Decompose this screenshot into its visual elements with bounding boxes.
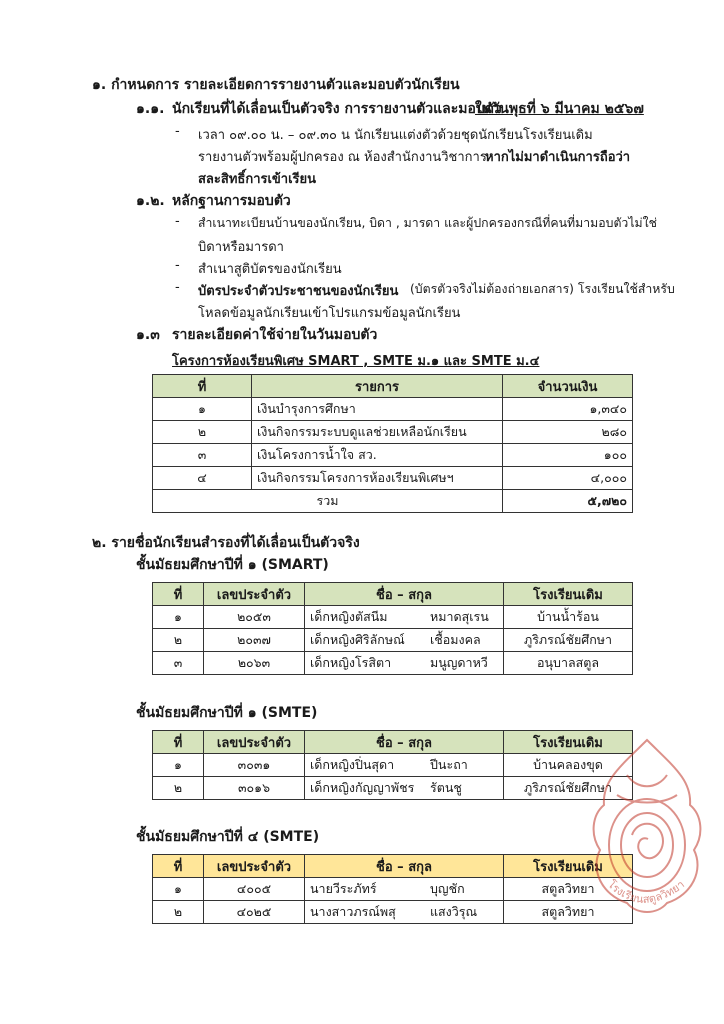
cell: บ้านน้ำร้อน (504, 606, 633, 629)
cell: ๒๐๕๓ (204, 606, 305, 629)
section1-heading: ๑. กำหนดการ รายละเอียดการรายงานตัวและมอบตัวนักเรียน (92, 77, 460, 93)
bullet: - (175, 214, 180, 229)
cell: สตูลวิทยา (504, 878, 633, 901)
col-header: ที่ (153, 855, 204, 878)
cell: ๒ (153, 421, 252, 444)
cell: ๔,๐๐๐ (503, 467, 633, 490)
table-row (153, 878, 633, 901)
s12-item1a: สำเนาทะเบียนบ้านของนักเรียน, บิดา , มารดา และผู้ปกครองกรณีที่คนที่มามอบตัวไม่ใช่ (198, 216, 657, 230)
col-header: โรงเรียนเดิม (504, 583, 633, 606)
total-value: ๕,๗๒๐ (503, 490, 633, 513)
fee-table (152, 374, 633, 513)
cell-last-name: รัตนชู (425, 777, 504, 800)
s12-item3-rest: (บัตรตัวจริงไม่ต้องถ่ายเอกสาร) โรงเรียนใช้สำหรับ (410, 282, 675, 296)
s11-line2: รายงานตัวพร้อมผู้ปกครอง ณ ห้องสำนักงานวิชาการ (198, 150, 487, 165)
cell: ๒ (153, 901, 204, 924)
s11-num: ๑.๑. (136, 101, 165, 117)
s11-text: นักเรียนที่ได้เลื่อนเป็นตัวจริง การรายงานตัวและมอบตัว (172, 101, 502, 117)
cell: ๓๐๓๑ (204, 754, 305, 777)
cell-first-name: เด็กหญิงศิริลักษณ์ (305, 629, 426, 652)
cell-last-name: เชื้อมงคล (425, 629, 504, 652)
col-header: เลขประจำตัว (204, 583, 305, 606)
student-table-smart (152, 582, 633, 675)
s11-date: ในวันพุธที่ ๖ มีนาคม ๒๕๖๗ (475, 101, 644, 117)
cell: ๓๐๑๖ (204, 777, 305, 800)
total-row (153, 490, 633, 513)
cell: เงินโครงการน้ำใจ สว. (252, 444, 503, 467)
s12-item1b: บิดาหรือมารดา (198, 240, 284, 255)
cell: ๑ (153, 754, 204, 777)
cell: ๓ (153, 652, 204, 675)
cell-last-name: หมาดสุเรน (425, 606, 504, 629)
table-row (153, 629, 633, 652)
cell: บ้านคลองขุด (504, 754, 633, 777)
group-title: ชั้นมัธยมศึกษาปีที่ ๑ (SMTE) (136, 705, 318, 721)
cell-first-name: เด็กหญิงโรสิตา (305, 652, 426, 675)
col-header: ชื่อ – สกุล (305, 731, 504, 754)
table-row (153, 606, 633, 629)
s11-line3: สละสิทธิ์การเข้าเรียน (198, 172, 317, 187)
cell: ๔ (153, 467, 252, 490)
col-header: ที่ (153, 731, 204, 754)
cell-last-name: มนูญดาหวี (425, 652, 504, 675)
cell: ๒๐๓๗ (204, 629, 305, 652)
table-row (153, 777, 633, 800)
student-table-header (153, 731, 633, 754)
cell: ๔๐๒๕ (204, 901, 305, 924)
table-row (153, 754, 633, 777)
s11-line2-bold: หากไม่มาดำเนินการถือว่า (485, 150, 631, 165)
cell: ๒๐๖๓ (204, 652, 305, 675)
cell: ๒ (153, 777, 204, 800)
table-row (153, 398, 633, 421)
table-row (153, 901, 633, 924)
cell: เงินกิจกรรมระบบดูแลช่วยเหลือนักเรียน (252, 421, 503, 444)
table-row (153, 421, 633, 444)
cell-last-name: บุญชัก (425, 878, 504, 901)
cell: ๑,๓๔๐ (503, 398, 633, 421)
col-header: จำนวนเงิน (503, 375, 633, 398)
student-table-smte4 (152, 854, 633, 924)
cell: ๑ (153, 398, 252, 421)
col-header: โรงเรียนเดิม (504, 855, 633, 878)
col-header: ชื่อ – สกุล (305, 583, 504, 606)
student-table-smte1 (152, 730, 633, 800)
s12-item3b: โหลดข้อมูลนักเรียนเข้าโปรแกรมข้อมูลนักเรียน (198, 306, 461, 321)
cell-last-name: ปีนะถา (425, 754, 504, 777)
cell-first-name: เด็กหญิงตัสนีม (305, 606, 426, 629)
s12-title: หลักฐานการมอบตัว (172, 193, 291, 209)
group-title: ชั้นมัธยมศึกษาปีที่ ๔ (SMTE) (136, 829, 320, 845)
cell-last-name: แสงวิรุณ (425, 901, 504, 924)
student-table-header (153, 583, 633, 606)
s13-num: ๑.๓ (136, 327, 160, 343)
table-row (153, 652, 633, 675)
school-seal-icon (582, 735, 712, 925)
s13-project: โครงการห้องเรียนพิเศษ SMART , SMTE ม.๑ และ SMTE ม.๔ (172, 354, 540, 369)
table-row (153, 444, 633, 467)
cell: ๑ (153, 878, 204, 901)
cell-first-name: นางสาวภรณ์พสุ (305, 901, 426, 924)
cell: ๒ (153, 629, 204, 652)
student-table-header (153, 855, 633, 878)
col-header: เลขประจำตัว (204, 731, 305, 754)
col-header: รายการ (252, 375, 503, 398)
cell: เงินบำรุงการศึกษา (252, 398, 503, 421)
bullet: - (175, 124, 180, 139)
col-header: ที่ (153, 583, 204, 606)
fee-table-header (153, 375, 633, 398)
cell-first-name: นายวีระภัทร์ (305, 878, 426, 901)
group-title: ชั้นมัธยมศึกษาปีที่ ๑ (SMART) (136, 557, 329, 573)
col-header: เลขประจำตัว (204, 855, 305, 878)
cell-first-name: เด็กหญิงปิ่นสุดา (305, 754, 426, 777)
s12-item2: สำเนาสูติบัตรของนักเรียน (198, 262, 342, 277)
cell: ๑๐๐ (503, 444, 633, 467)
section2-heading: ๒. รายชื่อนักเรียนสำรองที่ได้เลื่อนเป็นตัวจริง (92, 535, 360, 551)
cell: ๒๘๐ (503, 421, 633, 444)
cell: เงินกิจกรรมโครงการห้องเรียนพิเศษฯ (252, 467, 503, 490)
col-header: ที่ (153, 375, 252, 398)
bullet: - (175, 258, 180, 273)
cell: ๑ (153, 606, 204, 629)
cell: ภูริภรณ์ชัยศึกษา (504, 777, 633, 800)
seal-text: โรงเรียนสตูลวิทยา (605, 877, 688, 906)
cell-first-name: เด็กหญิงกัญญาพัชร (305, 777, 426, 800)
total-label: รวม (153, 490, 503, 513)
s12-item3-bold: บัตรประจำตัวประชาชนของนักเรียน (198, 284, 399, 299)
s12-num: ๑.๒. (136, 193, 165, 209)
col-header: โรงเรียนเดิม (504, 731, 633, 754)
cell: ๓ (153, 444, 252, 467)
cell: สตูลวิทยา (504, 901, 633, 924)
s13-title: รายละเอียดค่าใช้จ่ายในวันมอบตัว (172, 327, 378, 343)
cell: ภูริภรณ์ชัยศึกษา (504, 629, 633, 652)
bullet: - (175, 280, 180, 295)
cell: ๔๐๐๕ (204, 878, 305, 901)
s11-line1: เวลา ๐๙.๐๐ น. – ๐๙.๓๐ น นักเรียนแต่งตัวด้วยชุดนักเรียนโรงเรียนเดิม (198, 128, 593, 143)
table-row (153, 467, 633, 490)
col-header: ชื่อ – สกุล (305, 855, 504, 878)
cell: อนุบาลสตูล (504, 652, 633, 675)
